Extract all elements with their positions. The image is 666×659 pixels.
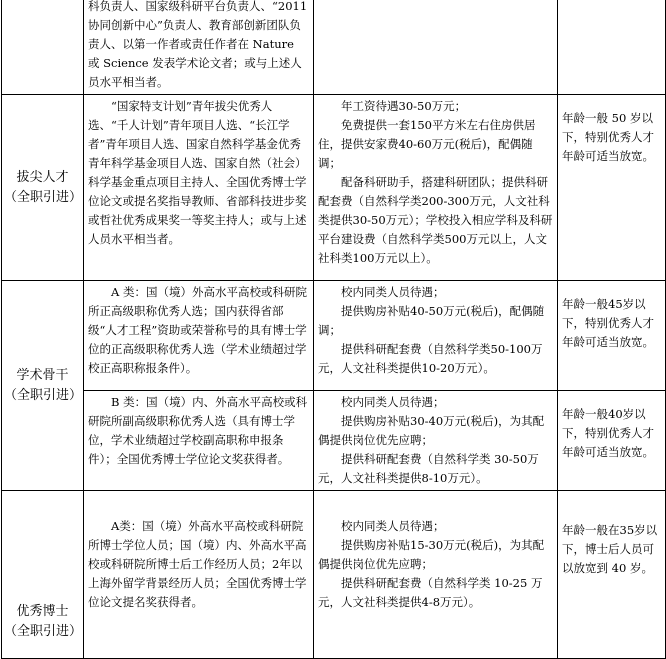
qualification-cell: [84, 281, 314, 391]
benefit-line: 提供科研配套费（自然科学类50-100万元，人文社科类提供10-20万元）。: [318, 342, 543, 375]
category-sublabel: （全职引进）: [4, 624, 83, 639]
age-text: 年龄一般在35岁以下，博士后人员可以放宽到 40 岁。: [562, 523, 658, 575]
qualification-cell: [84, 0, 314, 95]
category-sublabel: （全职引进）: [4, 387, 83, 403]
qualification-text: “国家特支计划”青年拔尖优秀人选、“千人计划”青年项目人选、“长江学者”青年项目人选、国家自然科学基金优秀青年科学基金项目人选、国家自然（社会）科学基金重点项目主持人、全国优秀博士学位论文或提名奖指导教师、省部科技进步奖或哲社优秀成果奖一等奖主持人；或与上述人员水平相当者。: [88, 99, 307, 246]
category-label: 拔尖人才: [16, 169, 69, 185]
benefits-cell: [314, 491, 558, 659]
category-sublabel: （全职引进）: [4, 189, 83, 205]
age-text: 年龄一般 50 岁以下，特别优秀人才年龄可适当放宽。: [562, 111, 654, 163]
category-cell: [2, 0, 84, 95]
benefits-cell: [314, 281, 558, 391]
category-cell: [2, 281, 84, 491]
category-label: 优秀博士: [16, 604, 69, 619]
benefit-line: 配备科研助手，搭建科研团队；提供科研配套费（自然科学类200-300万元，人文社科类提供30-50万元）；学校投入相应学科及科研平台建设费（自然科学类500万元以上，人文社科类100万元以上）。: [318, 175, 553, 265]
talent-policy-table: [1, 0, 666, 659]
age-cell: [558, 391, 666, 491]
table-row: [2, 95, 666, 281]
benefits-cell: [314, 0, 558, 95]
benefit-line: 校内同类人员待遇；: [341, 395, 445, 409]
age-cell: [558, 281, 666, 391]
qualification-text: 科负责人、国家级科研平台负责人、“2011协同创新中心”负责人、教育部创新团队负责人、以第一作者或责任作者在 Nature 或 Science 发表学术论文者；或与上述人员水平相当者。: [88, 0, 308, 89]
benefit-line: 提供购房补贴30-40万元(税后)，为其配偶提供岗位优先应聘；: [318, 414, 545, 447]
category-cell: [2, 491, 84, 659]
benefit-line: 年工资待遇30-50万元；: [341, 99, 467, 113]
qualification-text: B 类：国（境）内、外高水平高校或科研院所副高级职称优秀人选（具有博士学位，学术业绩超过学校副高职称申报条件）；全国优秀博士学位论文奖获得者。: [88, 395, 308, 466]
age-text: 年龄一般40岁以下，特别优秀人才年龄可适当放宽。: [562, 407, 654, 459]
table-row: [2, 0, 666, 95]
age-text: 年龄一般45岁以下，特别优秀人才年龄可适当放宽。: [562, 297, 654, 349]
benefit-line: 提供购房补贴40-50万元(税后)，配偶随调；: [318, 304, 545, 337]
category-cell: [2, 95, 84, 281]
age-cell: [558, 95, 666, 281]
benefit-line: 提供科研配套费（自然科学类 30-50万元，人文社科类提供8-10万元）。: [318, 452, 539, 485]
qualification-text: A类：国（境）外高水平高校或科研院所博士学位人员；国（境）内、外高水平高校或科研院所博士后工作经历人员；2年以上海外留学背景经历人员；全国优秀博士学位论文提名奖获得者。: [88, 519, 307, 609]
age-cell: [558, 491, 666, 659]
table-row: [2, 491, 666, 659]
qualification-cell: [84, 491, 314, 659]
benefit-line: 提供购房补贴15-30万元(税后)，为其配偶提供岗位优先应聘；: [318, 538, 545, 571]
benefit-line: 校内同类人员待遇；: [341, 519, 445, 533]
benefit-line: 校内同类人员待遇；: [341, 285, 445, 299]
benefits-cell: [314, 95, 558, 281]
qualification-cell: [84, 95, 314, 281]
benefit-line: 免费提供一套150平方米左右住房供居住，提供安家费40-60万元(税后)，配偶随调；: [318, 118, 536, 170]
benefit-line: 提供科研配套费（自然科学类 10-25 万元，人文社科类提供4-8万元）。: [318, 576, 543, 609]
age-cell: [558, 0, 666, 95]
qualification-text: A 类：国（境）外高水平高校或科研院所正高级职称优秀人选；国内获得省部级“人才工程”资助或荣誉称号的具有博士学位的正高级职称优秀人选（学术业绩超过学校正高职称报条件）。: [88, 285, 307, 375]
qualification-cell: [84, 391, 314, 491]
table-row: [2, 391, 666, 491]
benefits-cell: [314, 391, 558, 491]
category-label: 学术骨干: [16, 367, 69, 383]
table-row: [2, 281, 666, 391]
